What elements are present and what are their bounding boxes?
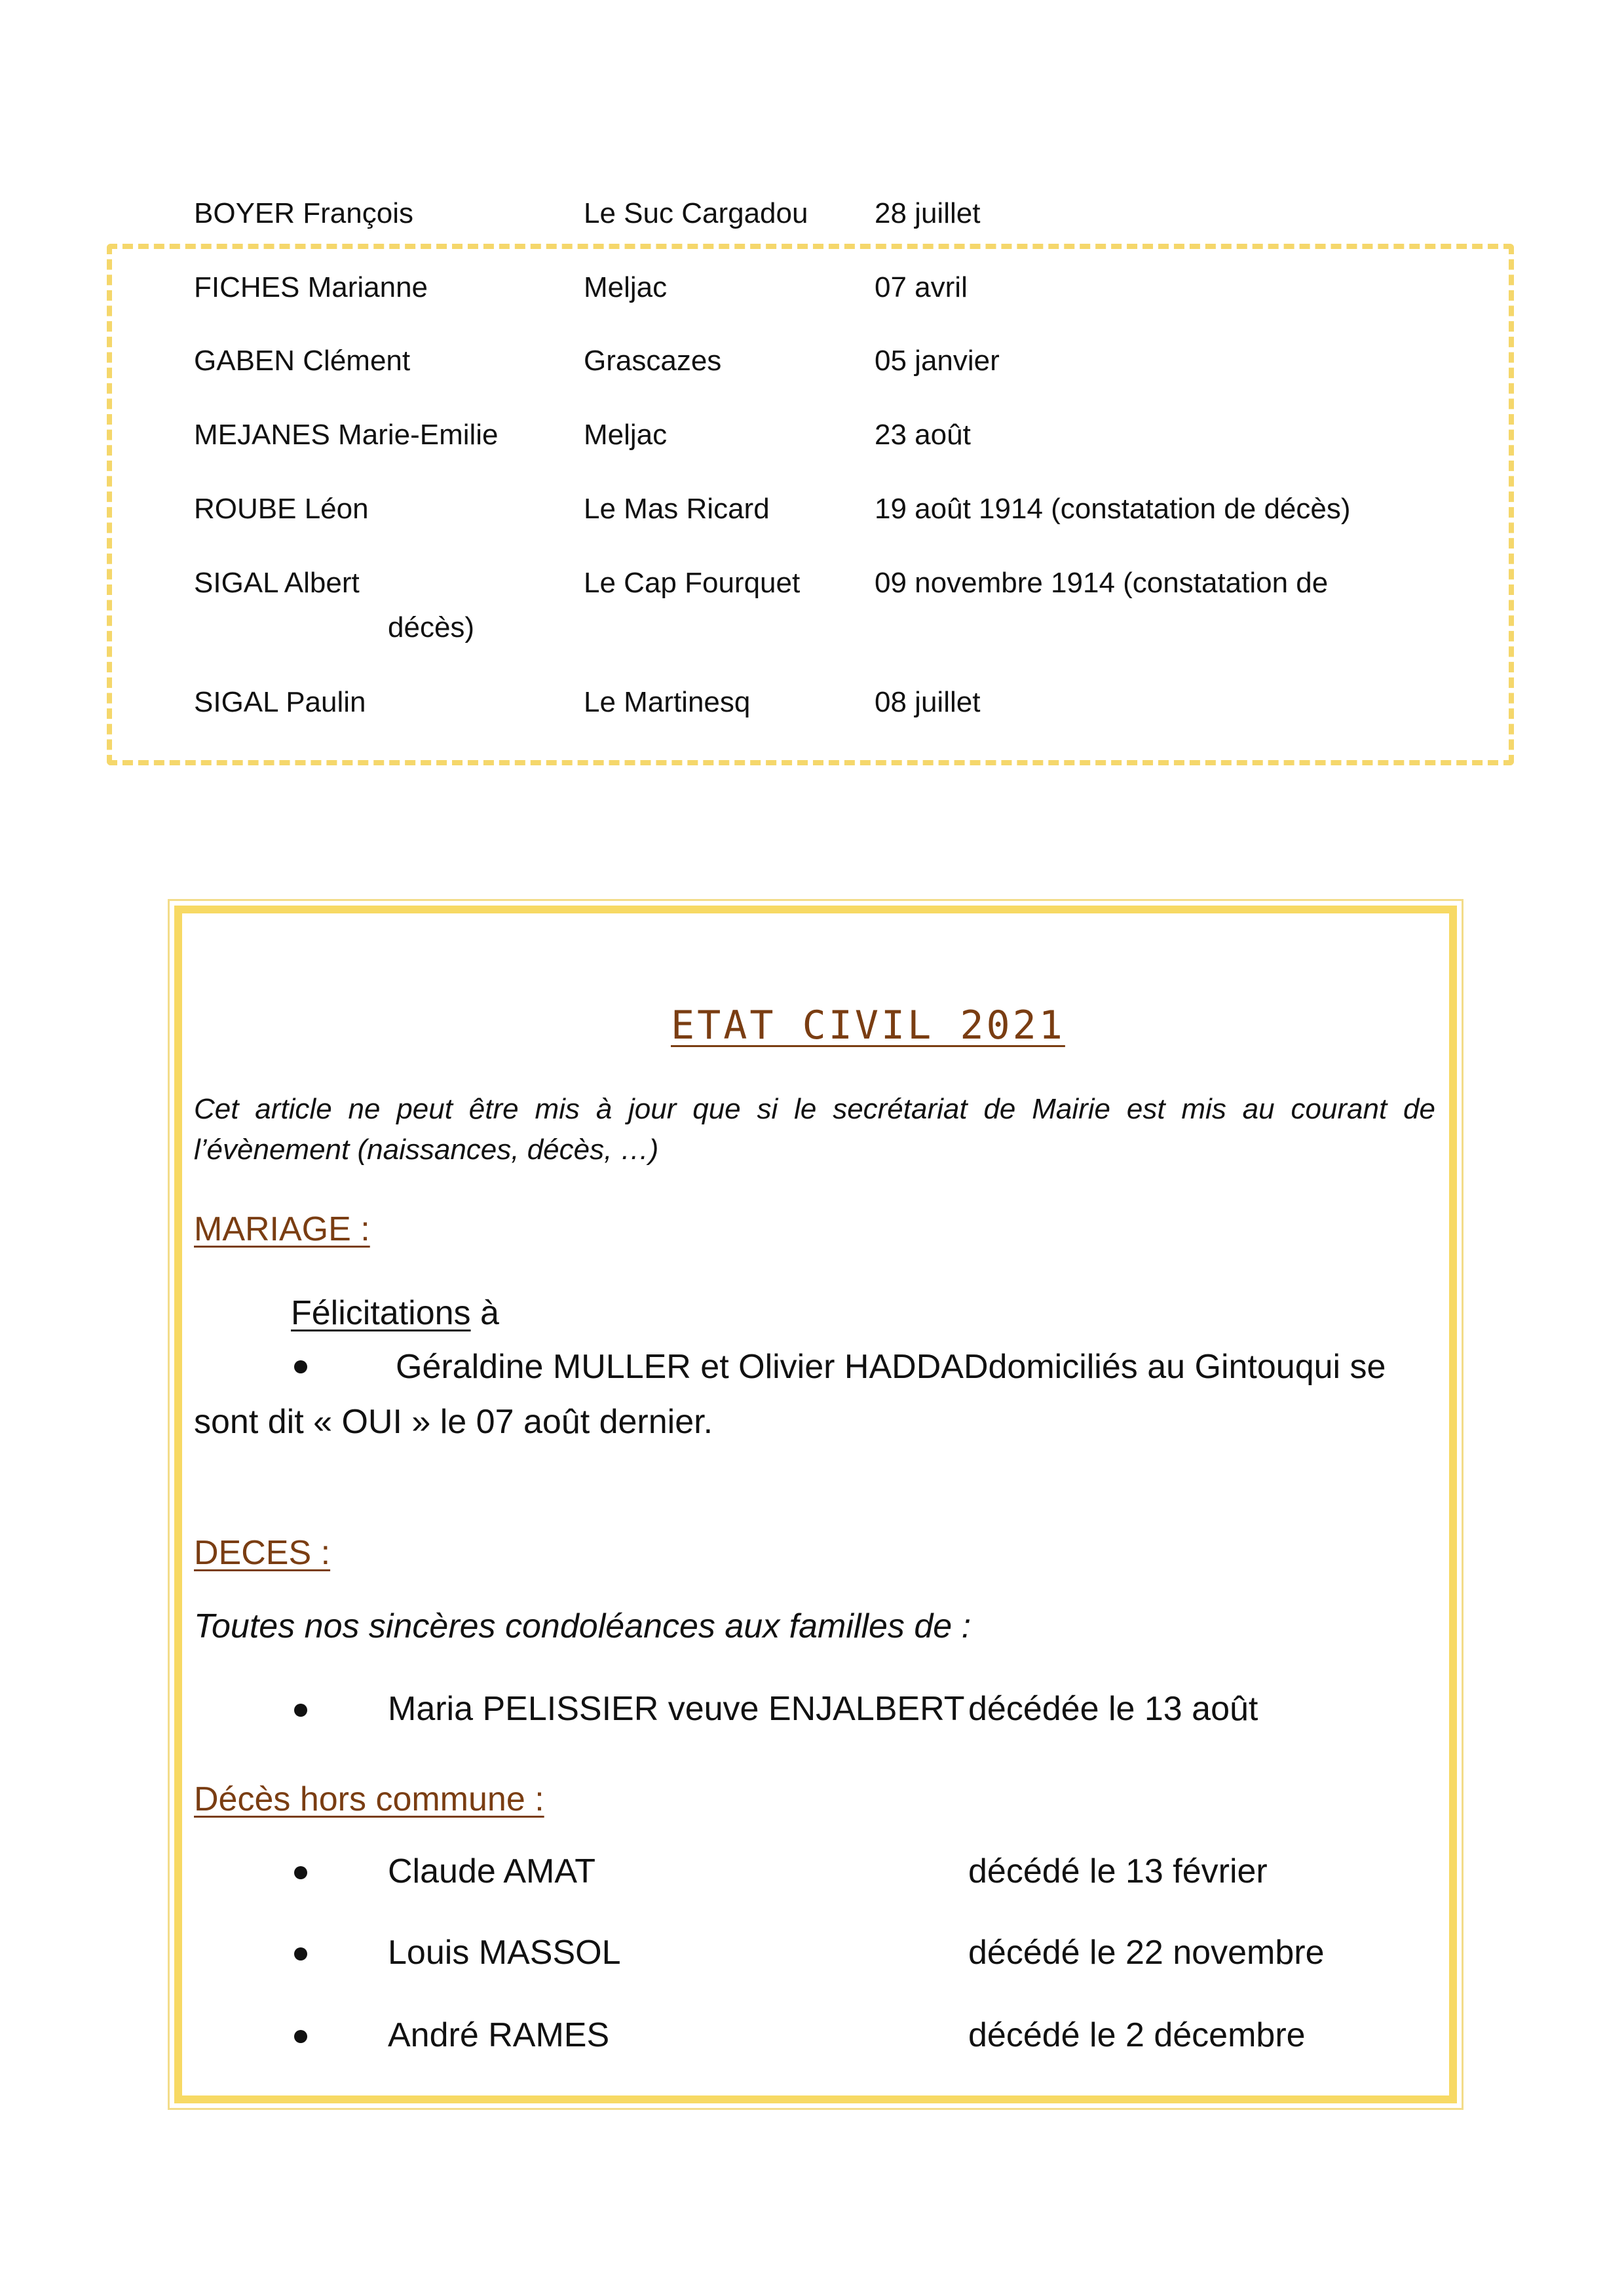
- registry-date: 07 avril: [875, 271, 968, 303]
- registry-name: MEJANES Marie-Emilie: [194, 419, 499, 451]
- bullet-icon: [294, 1704, 307, 1717]
- bullet-icon: [294, 1866, 307, 1879]
- hors-commune-item-name: Claude AMAT: [388, 1852, 595, 1890]
- registry-date: 23 août: [875, 419, 971, 451]
- registry-name: BOYER François: [194, 197, 413, 229]
- felicitations-word: Félicitations: [291, 1294, 471, 1332]
- registry-name: ROUBE Léon: [194, 493, 369, 525]
- etat-civil-intro: Cet article ne peut être mis à jour que si le secrétariat de Mairie est mis au courant de l’évènement (naissances, décès, …): [194, 1093, 1435, 1166]
- etat-civil-frame: [174, 906, 1457, 2103]
- mariage-line-2: sont dit « OUI » le 07 août dernier.: [194, 1403, 713, 1441]
- hors-commune-item-name: André RAMES: [388, 2016, 610, 2054]
- registry-date: 05 janvier: [875, 345, 1000, 377]
- registry-place: Grascazes: [584, 345, 722, 377]
- registry-name: GABEN Clément: [194, 345, 411, 377]
- mariage-line-1: Géraldine MULLER et Olivier HADDADdomiciliés au Gintouqui se: [396, 1348, 1386, 1386]
- registry-name: SIGAL Albert: [194, 567, 360, 599]
- deces-heading: DECES :: [194, 1534, 331, 1572]
- registry-date: 19 août 1914 (constatation de décès): [875, 493, 1351, 525]
- felicitations-suffix: à: [470, 1294, 499, 1332]
- bullet-icon: [294, 1360, 307, 1373]
- bullet-icon: [294, 1947, 307, 1961]
- hors-commune-item-date: décédé le 22 novembre: [968, 1934, 1325, 1972]
- hors-commune-item-date: décédé le 2 décembre: [968, 2016, 1306, 2054]
- registry-date: 28 juillet: [875, 197, 981, 229]
- registry-place: Le Cap Fourquet: [584, 567, 801, 599]
- registry-date: 08 juillet: [875, 686, 981, 718]
- deces-item-name: Maria PELISSIER veuve ENJALBERT: [388, 1690, 965, 1728]
- condoleances-line: Toutes nos sincères condoléances aux familles de :: [194, 1607, 972, 1645]
- hors-commune-item-name: Louis MASSOL: [388, 1934, 621, 1972]
- registry-place: Meljac: [584, 419, 668, 451]
- deces-hors-commune-heading: Décès hors commune :: [194, 1780, 544, 1818]
- registry-place: Le Mas Ricard: [584, 493, 770, 525]
- registry-continuation: décès): [388, 611, 475, 643]
- bullet-icon: [294, 2030, 307, 2043]
- registry-place: Meljac: [584, 271, 668, 303]
- mariage-heading: MARIAGE :: [194, 1210, 370, 1248]
- hors-commune-item-date: décédé le 13 février: [968, 1852, 1268, 1890]
- felicitations-line: [291, 1286, 499, 1341]
- registry-date: 09 novembre 1914 (constatation de: [875, 567, 1329, 599]
- registry-name: SIGAL Paulin: [194, 686, 366, 718]
- registry-name: FICHES Marianne: [194, 271, 428, 303]
- deces-item-date: décédée le 13 août: [968, 1690, 1258, 1728]
- etat-civil-title: ETAT CIVIL 2021: [671, 1003, 1065, 1048]
- registry-place: Le Suc Cargadou: [584, 197, 808, 229]
- registry-place: Le Martinesq: [584, 686, 751, 718]
